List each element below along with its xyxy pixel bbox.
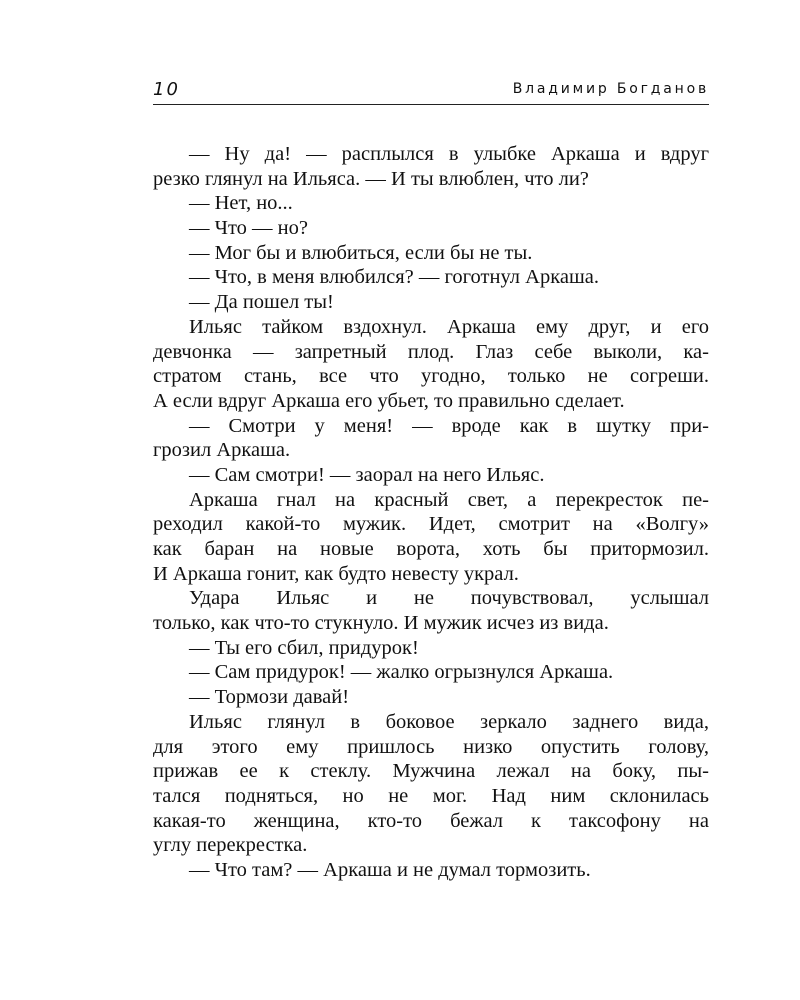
text-line: — Что там? — Аркаша и не думал тормозить.	[189, 858, 591, 881]
text-line: — Да пошел ты!	[189, 291, 334, 314]
text-line: углу перекрестка.	[153, 834, 308, 857]
text-line: только, как что-то стукнуло. И мужик исчез из вида.	[153, 612, 609, 635]
text-line: тался подняться, но не мог. Над ним склонилась	[153, 784, 709, 807]
text-line: Ильяс тайком вздохнул. Аркаша ему друг, и его	[189, 315, 709, 338]
text-line: Удара Ильяс и не почувствовал, услышал	[189, 587, 709, 610]
running-head	[153, 78, 709, 104]
text-line: — Нет, но...	[189, 192, 293, 215]
page-number: 10	[153, 79, 180, 100]
text-line: — Тормози давай!	[189, 686, 350, 709]
text-line: — Что, в меня влюбился? — гоготнул Аркаша.	[189, 266, 599, 289]
text-line: — Сам смотри! — заорал на него Ильяс.	[189, 463, 545, 486]
text-line: — Сам придурок! — жалко огрызнулся Аркаша.	[189, 661, 614, 684]
text-line: — Мог бы и влюбиться, если бы не ты.	[189, 241, 533, 264]
header-rule	[153, 104, 709, 105]
author-name: Владимир Богданов	[512, 81, 709, 97]
text-line: стратом стань, все что угодно, только не согреши.	[153, 365, 709, 388]
text-line: как баран на новые ворота, хоть бы притормозил.	[153, 538, 709, 560]
text-line: грозил Аркаша.	[153, 439, 291, 462]
text-line: Ильяс глянул в боковое зеркало заднего вида,	[189, 710, 709, 733]
text-line: девчонка — запретный плод. Глаз себе выколи, ка-	[153, 340, 709, 363]
text-line: резко глянул на Ильяса. — И ты влюблен, что ли?	[153, 167, 589, 190]
text-line: какая-то женщина, кто-то бежал к таксофону на	[153, 809, 709, 832]
text-line: — Ты его сбил, придурок!	[189, 636, 419, 659]
text-line: для этого ему пришлось низко опустить голову,	[153, 735, 709, 758]
text-line: — Что — но?	[189, 217, 308, 240]
body-text	[153, 142, 709, 883]
text-line: — Смотри у меня! — вроде как в шутку при-	[189, 414, 709, 437]
text-line: прижав ее к стеклу. Мужчина лежал на боку, пы-	[153, 760, 709, 783]
text-line: И Аркаша гонит, как будто невесту украл.	[153, 562, 519, 585]
text-line: реходил какой-то мужик. Идет, смотрит на «Волгу»	[153, 513, 709, 536]
text-line: А если вдруг Аркаша его убьет, то правильно сделает.	[153, 389, 625, 412]
text-line: — Ну да! — расплылся в улыбке Аркаша и вдруг	[189, 143, 709, 165]
text-line: Аркаша гнал на красный свет, а перекресток пе-	[189, 488, 709, 511]
